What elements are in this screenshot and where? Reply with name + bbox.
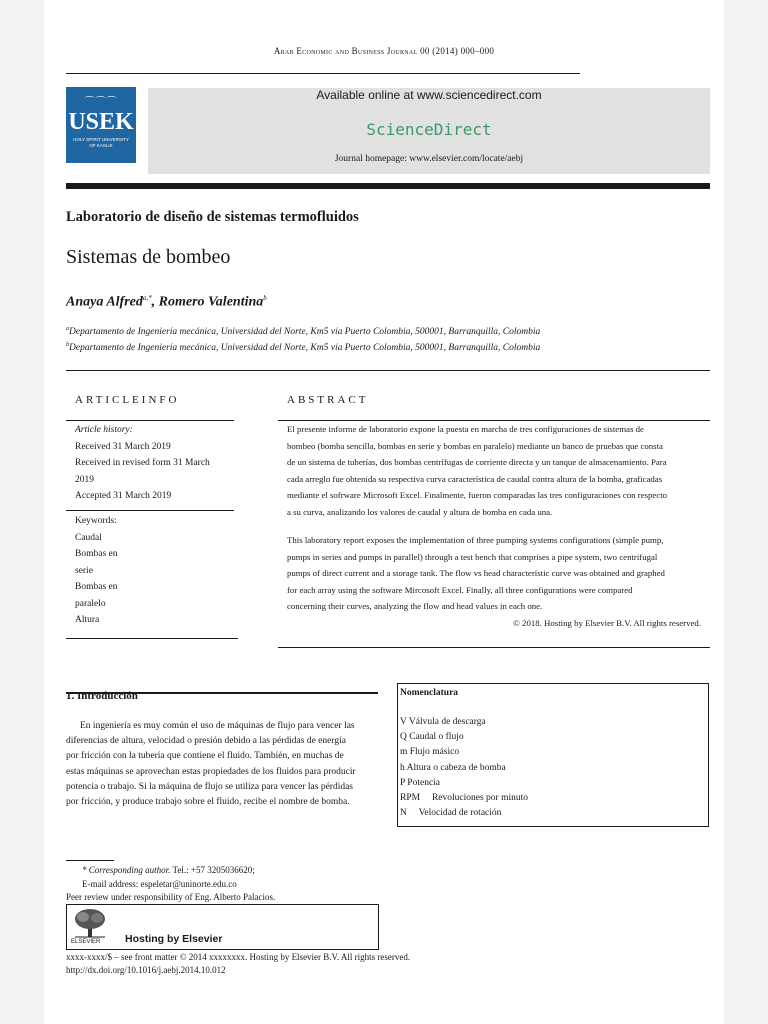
author-list <box>66 294 267 311</box>
abstract-es-line: mediante el sofrware Microsoft Excel. Finalmente, fueron comparadas las tres configuraciones con respecto <box>287 490 668 500</box>
keyword-item: Caudal <box>75 532 102 543</box>
affiliation-b <box>66 342 540 353</box>
intro-line: potencia o trabajo. Si la máquina de flujo se utiliza para vencer las pérdidas <box>66 781 354 792</box>
abstract-spanish <box>287 421 701 520</box>
abstract-es-line: El presente informe de laboratorio expone la puesta en marcha de tres configuraciones de sistemas de <box>287 424 644 434</box>
nomenclature-item: P Potencia <box>400 777 441 788</box>
keywords-label: Keywords: <box>75 516 117 526</box>
abstract-bottom-rule <box>278 647 710 648</box>
nomenclature-item: N Velocidad de rotación <box>400 808 502 819</box>
keyword-item: serie <box>75 565 93 576</box>
elsevier-tree-icon <box>71 908 109 938</box>
article-history <box>75 422 235 505</box>
keyword-item: Bombas en <box>75 549 118 559</box>
elsevier-wordmark: ELSEVIER <box>71 939 101 945</box>
intro-line: En ingeniería es muy común el uso de máquinas de flujo para vencer las <box>80 721 355 731</box>
abstract-en-line: for each array using the software Mircosoft Excel. Finally, all three configurations were compared <box>287 584 633 595</box>
affiliation-a <box>66 326 540 337</box>
keyword-item: paralelo <box>75 598 106 609</box>
sciencedirect-banner <box>148 88 710 174</box>
available-online-link[interactable]: Available online at www.sciencedirect.com <box>316 88 542 102</box>
nomenclature-box <box>397 683 709 827</box>
article-title: Sistemas de bombeo <box>66 246 231 268</box>
nomenclature-title: Nomenclatura <box>400 688 459 698</box>
abstract-en-line: pumps in series and pumps in parallel) through a test bench that comprises a pipe system, two centrifugal <box>287 551 658 562</box>
affiliation-b-mark: b <box>66 342 69 348</box>
issn-line: xxxx-xxxx/$ – see front matter © 2014 xxxxxxxx. Hosting by Elsevier B.V. All rights reserved. <box>66 952 411 962</box>
nomenclature-item: m Flujo másico <box>400 747 460 758</box>
keyword-item: Altura <box>75 615 100 625</box>
author-email[interactable]: E-mail address: espeletar@uninorte.edu.co <box>82 879 237 889</box>
abstract-heading: ABSTRACT <box>287 394 369 406</box>
intro-line: diferencias de altura, velocidad o presión debido a las pérdidas de energía <box>66 736 346 747</box>
author-1: Anaya Alfred <box>66 294 143 310</box>
abstract-en-line: concerning their curves, analyzing the flow and head values in each one. <box>287 601 543 611</box>
history-accepted: Accepted 31 March 2019 <box>75 491 172 501</box>
author-1-affiliation-mark[interactable]: a,* <box>142 294 152 302</box>
corresponding-tel: Tel.: +57 3205036620; <box>170 865 255 875</box>
abstract-english <box>287 532 701 631</box>
history-revised: Received in revised form 31 March <box>75 458 210 468</box>
author-separator: , <box>151 294 159 310</box>
logo-subtitle-2: OF KASLIK <box>89 142 113 148</box>
sciencedirect-logo: ScienceDirect <box>366 120 492 139</box>
keywords-rule <box>66 510 234 511</box>
masthead-rule <box>66 183 710 189</box>
corresponding-author <box>82 865 255 875</box>
keyword-item: Bombas en <box>75 582 118 592</box>
affiliation-a-text: Departamento de Ingeniería mecánica, Universidad del Norte, Km5 vía Puerto Colombia, 500001, Barranquilla, Colombia <box>69 327 541 338</box>
peer-review-note: Peer review under responsibility of Eng. Alberto Palacios. <box>66 892 276 902</box>
abstract-es-line: bombeo (bomba sencilla, bombas en serie y bombas en paralelo) mediante un banco de pruebas que consta <box>287 440 663 451</box>
abstract-en-line: pumps of direct current and a storage tank. The flow vs head characteristic curve was obtained and graphed <box>287 568 665 578</box>
footnote-rule <box>66 860 114 861</box>
abstract-en-line: This laboratory report exposes the implementation of three pumping systems configurations (simple pump, <box>287 535 664 545</box>
nomenclature-item: Q Caudal o flujo <box>400 732 464 743</box>
abstract-es-line: a su curva, analizando los valores de caudal y altura de bomba en cada una. <box>287 506 553 517</box>
logo-subtitle-1: HOLY SPIRIT UNIVERSITY <box>73 137 129 142</box>
wing-icon: ⌒⌒⌒ <box>84 97 118 108</box>
usek-logo <box>66 87 136 163</box>
intro-heading: 1. Introducción <box>66 690 138 702</box>
intro-paragraph <box>66 719 376 810</box>
running-head: Arab Economic and Business Journal 00 (2014) 000–000 <box>273 46 495 56</box>
affiliation-a-mark: a <box>66 326 69 332</box>
doi-link[interactable]: http://dx.doi.org/10.1016/j.aebj.2014.10.012 <box>66 965 226 975</box>
page <box>44 0 724 1024</box>
subject-line: Laboratorio de diseño de sistemas termofluidos <box>66 209 359 225</box>
nomenclature-list <box>400 715 528 821</box>
elsevier-hosting-box <box>66 904 379 950</box>
nomenclature-item: h Altura o cabeza de bomba <box>400 762 506 773</box>
nomenclature-item: RPM Revoluciones por minuto <box>400 793 528 804</box>
intro-line: por fricción, y produce trabajo sobre el fluido, recibe el nombre de bomba. <box>66 797 350 808</box>
corresponding-label: * Corresponding author. <box>82 865 171 875</box>
intro-line: estas máquinas se aprovechan estas propiedades de los fluidos para producir <box>66 766 356 777</box>
journal-homepage-link[interactable]: Journal homepage: www.elsevier.com/locate/aebj <box>334 154 524 164</box>
article-info-bottom-rule <box>66 638 238 639</box>
logo-wordmark: USEK <box>68 109 134 135</box>
history-label: Article history: <box>75 425 133 435</box>
abstract-es-line: cada arreglo fue obtenida su respectiva curva característica de caudal contra altura de la bomba, graficadas <box>287 473 663 484</box>
author-2-affiliation-mark[interactable]: b <box>263 294 267 302</box>
article-info-rule <box>66 420 234 421</box>
info-top-rule <box>66 370 710 371</box>
abstract-copyright: © 2018. Hosting by Elsevier B.V. All rights reserved. <box>513 617 701 628</box>
header-rule <box>66 73 580 74</box>
affiliation-b-text: Departamento de Ingeniería mecánica, Universidad del Norte, Km5 vía Puerto Colombia, 500001, Barranquilla, Colombia <box>69 343 541 354</box>
intro-line: por fricción con la tubería que contiene el fluido. También, en muchas de <box>66 751 344 762</box>
abstract-es-line: de un sistema de tuberías, dos bombas centrífugas de corriente directa y un tanque de almacenamiento. Para <box>287 457 667 467</box>
author-2: Romero Valentina <box>158 294 264 310</box>
hosting-by-elsevier: Hosting by Elsevier <box>125 933 223 945</box>
history-received: Received 31 March 2019 <box>75 441 171 452</box>
nomenclature-item: V Válvula de descarga <box>400 717 486 727</box>
keyword-list <box>75 513 235 629</box>
history-revised-year: 2019 <box>75 474 94 485</box>
article-info-heading: ARTICLEINFO <box>75 394 180 406</box>
